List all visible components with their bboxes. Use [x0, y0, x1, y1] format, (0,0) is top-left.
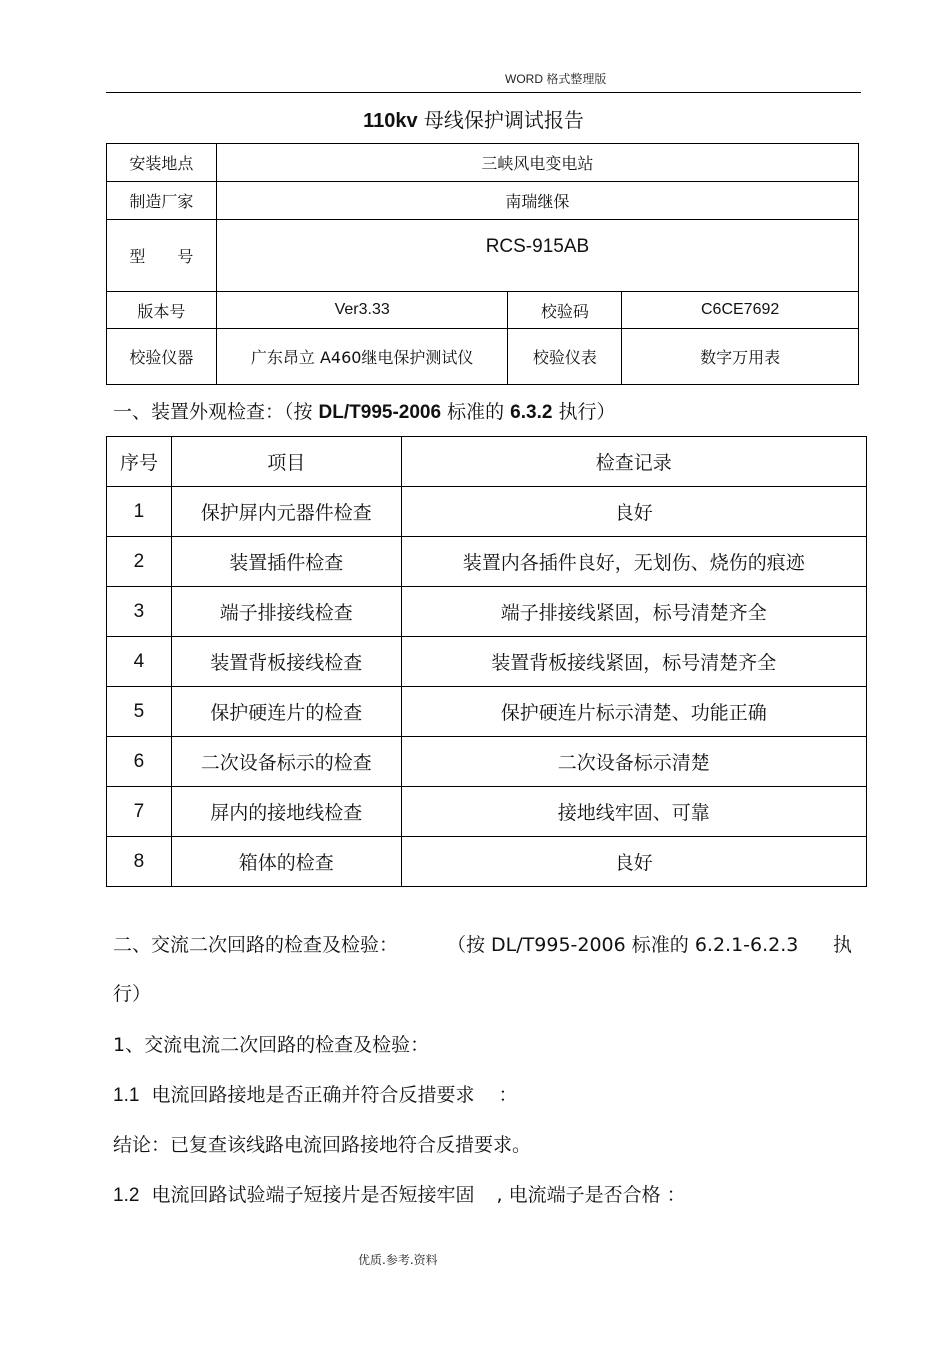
row-seq: 7: [107, 787, 172, 837]
appearance-check-table: [106, 436, 867, 887]
table-row: [107, 537, 867, 587]
table-row: [107, 837, 867, 887]
row-item: 端子排接线检查: [171, 587, 401, 637]
title-rest: 母线保护调试报告: [417, 108, 584, 132]
row-record: 二次设备标示清楚: [401, 737, 866, 787]
section2-standard: （按 DL/T995-2006 标准的 6.2.1-6.2.3: [447, 934, 799, 956]
row-record: 接地线牢固、可靠: [401, 787, 866, 837]
clause-text: 电流回路试验端子短接片是否短接牢固: [151, 1184, 475, 1206]
row-seq: 1: [107, 487, 172, 537]
table-row: [107, 787, 867, 837]
row-seq: 8: [107, 837, 172, 887]
row-seq: 3: [107, 587, 172, 637]
row-seq: 5: [107, 687, 172, 737]
install-value: 三峡风电变电站: [216, 144, 858, 182]
section2-heading: [113, 930, 853, 957]
header-record: 检查记录: [401, 437, 866, 487]
table-row: [107, 487, 867, 537]
table-row: [107, 737, 867, 787]
row-seq: 4: [107, 637, 172, 687]
row-record: 良好: [401, 487, 866, 537]
maker-value: 南瑞继保: [216, 182, 858, 220]
row-item: 装置背板接线检查: [171, 637, 401, 687]
clause-number: 1.1: [113, 1085, 140, 1106]
row-seq: 6: [107, 737, 172, 787]
row-record: 端子排接线紧固，标号清楚齐全: [401, 587, 866, 637]
section1-standard: DL/T995-2006: [318, 402, 442, 423]
section1-clause: 6.3.2: [510, 402, 553, 423]
paragraph-1-1: [113, 1080, 518, 1107]
row-item: 保护屏内元器件检查: [171, 487, 401, 537]
meter-value: 数字万用表: [622, 329, 859, 385]
row-item: 装置插件检查: [171, 537, 401, 587]
row-item: 箱体的检查: [171, 837, 401, 887]
section1-suffix: 执行）: [552, 401, 616, 423]
paragraph-1-2: [113, 1180, 686, 1207]
section1-heading: [113, 397, 615, 424]
clause-colon: ：: [498, 1084, 518, 1106]
checksum-value: C6CE7692: [622, 292, 859, 329]
clause-text: 电流回路接地是否正确并符合反措要求: [151, 1084, 475, 1106]
model-value: RCS-915AB: [216, 220, 858, 292]
row-record: 装置背板接线紧固，标号清楚齐全: [401, 637, 866, 687]
header-item: 项目: [171, 437, 401, 487]
row-item: 屏内的接地线检查: [171, 787, 401, 837]
table-row: [107, 637, 867, 687]
clause-number: 1.2: [113, 1185, 140, 1206]
paragraph-conclusion: 结论：已复查该线路电流回路接地符合反措要求。: [113, 1134, 532, 1156]
maker-label: 制造厂家: [107, 182, 217, 220]
device-info-table: [106, 143, 859, 385]
section2-line-end: 执: [833, 934, 853, 956]
row-record: 良好: [401, 837, 866, 887]
checksum-label: 校验码: [508, 292, 622, 329]
header-divider: [106, 92, 861, 93]
title-bold: 110kv: [363, 110, 418, 132]
footer-text: 优质.参考.资料: [358, 1253, 438, 1267]
row-item: 保护硬连片的检查: [171, 687, 401, 737]
page-title: [106, 104, 841, 133]
header-text: WORD 格式整理版: [505, 72, 607, 86]
row-item: 二次设备标示的检查: [171, 737, 401, 787]
table-row: [107, 587, 867, 637]
header-seq: 序号: [107, 437, 172, 487]
version-label: 版本号: [107, 292, 217, 329]
section2-title: 二、交流二次回路的检查及检验：: [113, 934, 399, 956]
table-row: [107, 687, 867, 737]
row-record: 装置内各插件良好，无划伤、烧伤的痕迹: [401, 537, 866, 587]
paragraph-ac-current: 1、交流电流二次回路的检查及检验：: [113, 1034, 430, 1056]
instrument-value: 广东昂立 A460继电保护测试仪: [216, 329, 508, 385]
meter-label: 校验仪表: [508, 329, 622, 385]
row-record: 保护硬连片标示清楚、功能正确: [401, 687, 866, 737]
install-label: 安装地点: [107, 144, 217, 182]
version-value: Ver3.33: [216, 292, 508, 329]
section2-continuation: 行）: [113, 983, 152, 1005]
model-label: 型 号: [107, 220, 217, 292]
section1-mid: 标准的: [441, 401, 511, 423]
row-seq: 2: [107, 537, 172, 587]
clause-tail: , 电流端子是否合格 ：: [496, 1184, 686, 1206]
section1-prefix: 一、装置外观检查：（按: [113, 401, 319, 423]
instrument-label: 校验仪器: [107, 329, 217, 385]
